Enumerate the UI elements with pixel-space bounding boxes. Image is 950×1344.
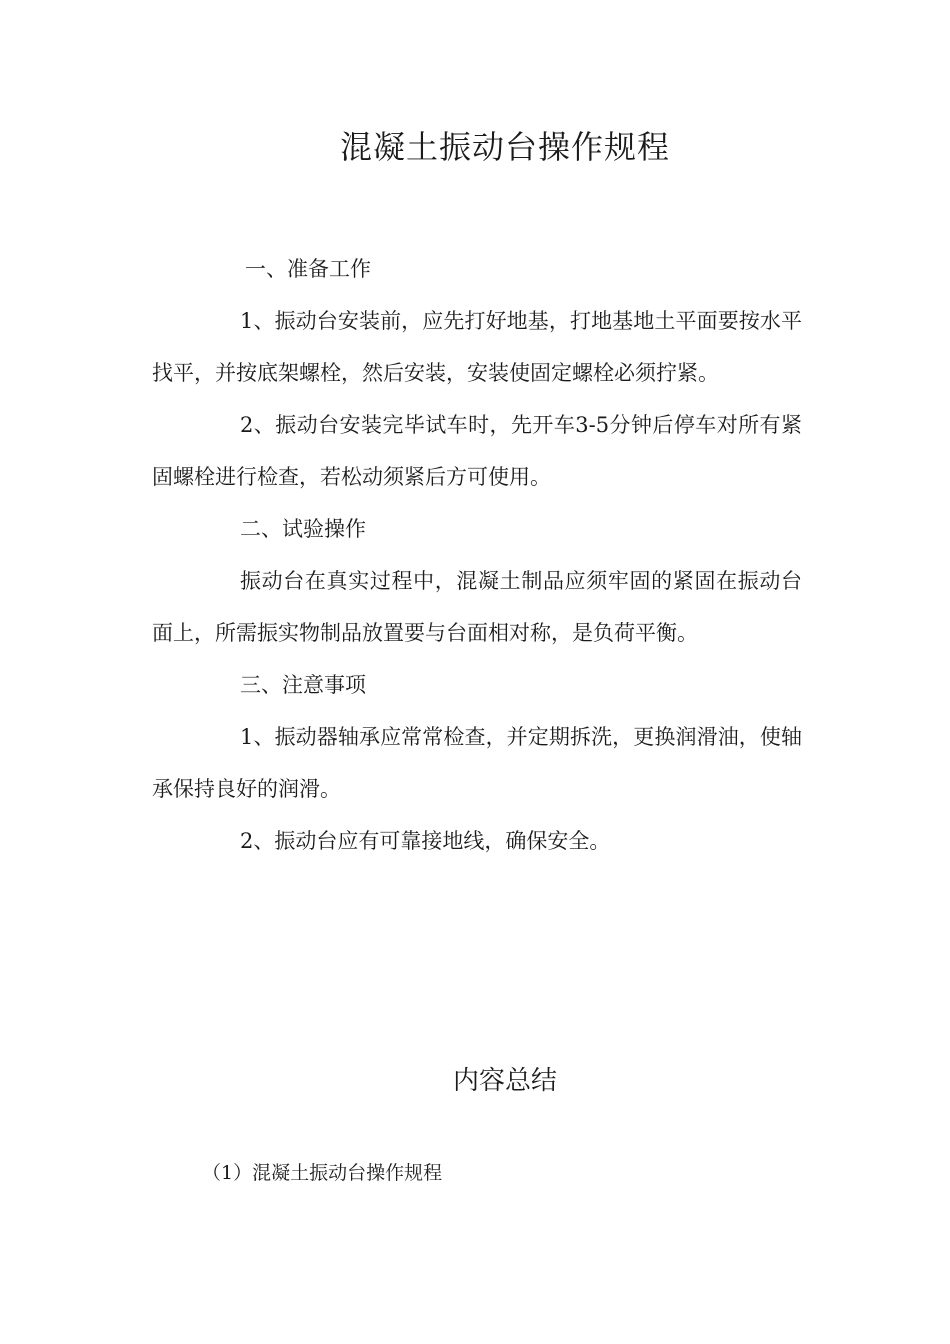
document-title: 混凝土振动台操作规程 xyxy=(339,128,670,166)
paragraph-notes-1: 1、振动器轴承应常常检查，并定期拆洗，更换润滑油，使轴承保持良好的润滑。 xyxy=(152,725,802,801)
paragraph-operation: 振动台在真实过程中，混凝土制品应须牢固的紧固在振动台面上，所需振实物制品放置要与台面相对称，是负荷平衡。 xyxy=(152,569,802,645)
paragraph-prep-2: 2、振动台安装完毕试车时，先开车3-5分钟后停车对所有紧固螺栓进行检查，若松动须紧后方可使用。 xyxy=(152,413,802,489)
section-heading-notes: 三、注意事项 xyxy=(240,673,366,697)
summary-title: 内容总结 xyxy=(452,1066,557,1096)
section-heading-preparation: 一、准备工作 xyxy=(245,257,371,281)
summary-item: （1）混凝土振动台操作规程 xyxy=(202,1162,443,1184)
paragraph-prep-1: 1、振动台安装前，应先打好地基，打地基地土平面要按水平找平，并按底架螺栓，然后安装，安装使固定螺栓必须拧紧。 xyxy=(152,309,802,385)
paragraph-notes-2: 2、振动台应有可靠接地线，确保安全。 xyxy=(240,829,611,853)
document-body xyxy=(152,243,802,867)
section-heading-operation: 二、试验操作 xyxy=(240,517,366,541)
